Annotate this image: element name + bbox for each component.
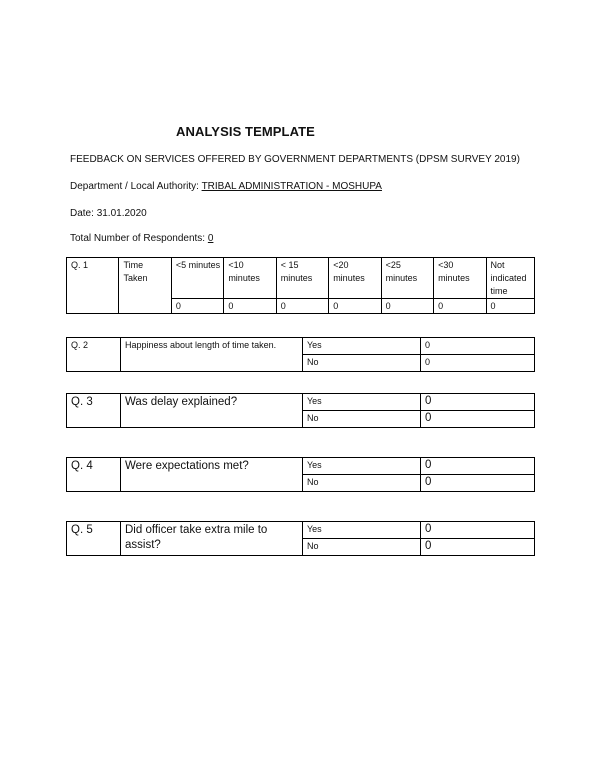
q5-no-value: 0 [421,539,535,556]
q1-header-lt10: <10 minutes [224,258,276,299]
survey-subtitle: FEEDBACK ON SERVICES OFFERED BY GOVERNMENT DEPARTMENTS (DPSM SURVEY 2019) [70,154,520,165]
q2-yes-label: Yes [303,338,421,355]
q1-header-lt15: < 15 minutes [276,258,328,299]
q5-table [66,521,535,556]
q3-table [66,393,535,428]
q1-value-lt25: 0 [381,299,433,314]
q1-header-row [67,258,535,299]
q1-header-not-indicated: Not indicated time [486,258,535,299]
q4-yes-label: Yes [303,458,421,475]
department-label: Department / Local Authority: [70,181,199,192]
q3-question: Was delay explained? [121,394,303,428]
respondents-line [70,233,213,244]
q4-question: Were expectations met? [121,458,303,492]
q3-no-value: 0 [421,411,535,428]
q1-header-lt20: <20 minutes [329,258,381,299]
q2-yes-row [67,338,535,355]
q5-question: Did officer take extra mile to assist? [121,522,303,556]
q1-header-lt30: <30 minutes [434,258,486,299]
q2-label: Q. 2 [67,338,121,372]
q2-table [66,337,535,372]
q2-question: Happiness about length of time taken. [121,338,303,372]
q5-label: Q. 5 [67,522,121,556]
department-value: TRIBAL ADMINISTRATION - MOSHUPA [201,181,382,192]
q3-label: Q. 3 [67,394,121,428]
date-label: Date: [70,208,94,219]
date-value: 31.01.2020 [96,208,147,219]
q1-header-lt5: <5 minutes [171,258,223,299]
q4-yes-row [67,458,535,475]
q5-no-label: No [303,539,421,556]
q1-label: Q. 1 [67,258,119,314]
q4-no-value: 0 [421,475,535,492]
q1-value-lt20: 0 [329,299,381,314]
q1-table [66,257,535,314]
q2-yes-value: 0 [421,338,535,355]
q1-value-lt15: 0 [276,299,328,314]
q1-header-time-taken: Time Taken [119,258,171,314]
q3-no-label: No [303,411,421,428]
department-line [70,181,382,192]
q4-no-label: No [303,475,421,492]
q1-value-lt5: 0 [171,299,223,314]
q1-value-not-indicated: 0 [486,299,535,314]
q5-yes-label: Yes [303,522,421,539]
q3-yes-value: 0 [421,394,535,411]
q1-value-lt10: 0 [224,299,276,314]
q1-header-lt25: <25 minutes [381,258,433,299]
document-title: ANALYSIS TEMPLATE [176,124,315,139]
q4-table [66,457,535,492]
q2-no-label: No [303,355,421,372]
q5-yes-value: 0 [421,522,535,539]
date-line [70,208,147,219]
q4-yes-value: 0 [421,458,535,475]
q3-yes-row [67,394,535,411]
respondents-label: Total Number of Respondents: [70,233,206,244]
q5-yes-row [67,522,535,539]
respondents-value: 0 [207,233,214,244]
q2-no-value: 0 [421,355,535,372]
q1-value-lt30: 0 [434,299,486,314]
q3-yes-label: Yes [303,394,421,411]
q4-label: Q. 4 [67,458,121,492]
